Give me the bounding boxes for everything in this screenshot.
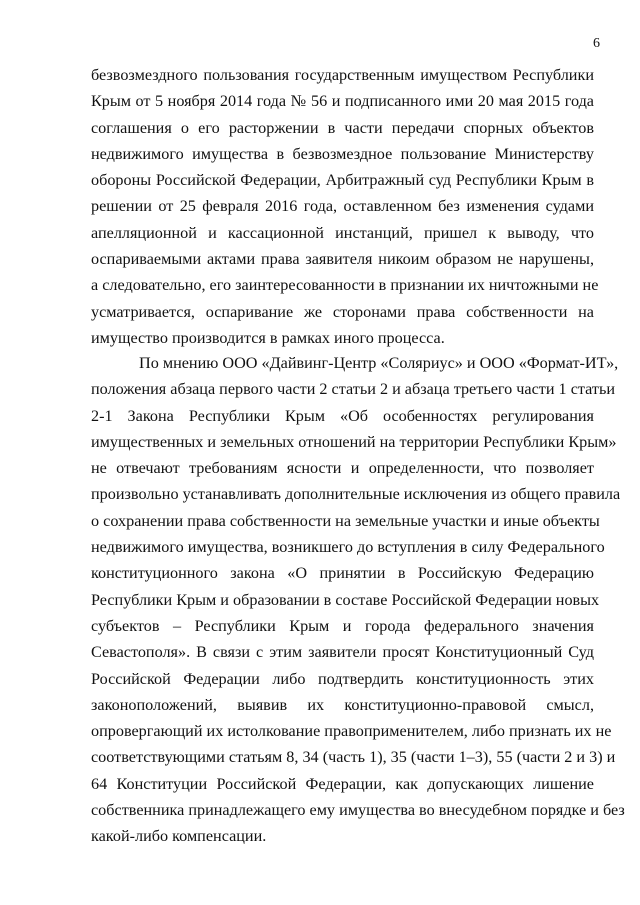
paragraph-line: субъектов – Республики Крым и города федерального значения <box>91 616 594 635</box>
paragraph-1 <box>91 62 599 351</box>
paragraph-line: имущество производится в рамках иного процесса. <box>91 328 445 347</box>
paragraph-line: законоположений, выявив их конституционно-правовой смысл, <box>91 695 594 714</box>
paragraph-line: обороны Российской Федерации, Арбитражный суд Республики Крым в <box>91 171 594 190</box>
paragraph-line: какой-либо компенсации. <box>91 827 267 846</box>
paragraph-line: произвольно устанавливать дополнительные исключения из общего правила <box>91 485 621 504</box>
paragraph-line: Крым от 5 ноября 2014 года № 56 и подписанного ими 20 мая 2015 года <box>91 92 594 111</box>
paragraph-line: Российской Федерации либо подтвердить конституционность этих <box>91 669 594 688</box>
paragraph-line: недвижимого имущества в безвозмездное пользование Министерству <box>91 144 594 163</box>
paragraph-line: 64 Конституции Российской Федерации, как допускающих лишение <box>91 774 594 793</box>
paragraph-line: о сохранении права собственности на земельные участки и иные объекты <box>91 511 600 530</box>
paragraph-2 <box>91 350 625 850</box>
paragraph-line: апелляционной и кассационной инстанций, пришел к выводу, что <box>91 223 594 242</box>
paragraph-line: оспариваемыми актами права заявителя никоим образом не нарушены, <box>91 250 594 269</box>
paragraph-line: собственника принадлежащего ему имущества во внесудебном порядке и без <box>91 801 625 820</box>
paragraph-line: Республики Крым и образовании в составе Российской Федерации новых <box>91 590 600 609</box>
paragraph-line: усматривается, оспаривание же сторонами права собственности на <box>91 302 594 321</box>
paragraph-line: конституционного закона «О принятии в Российскую Федерацию <box>91 564 594 583</box>
paragraph-line: По мнению ООО «Дайвинг-Центр «Соляриус» и ООО «Формат-ИТ», <box>139 354 619 372</box>
paragraph-line: имущественных и земельных отношений на территории Республики Крым» <box>91 432 617 451</box>
paragraph-line: Севастополя». В связи с этим заявители просят Конституционный Суд <box>91 643 594 662</box>
paragraph-line: а следовательно, его заинтересованности в признании их ничтожными не <box>91 276 599 295</box>
paragraph-line: 2-1 Закона Республики Крым «Об особенностях регулирования <box>91 406 594 425</box>
paragraph-line: соглашения о его расторжении в части передачи спорных объектов <box>91 118 594 137</box>
paragraph-line: недвижимого имущества, возникшего до вступления в силу Федерального <box>91 538 605 557</box>
paragraph-line: опровергающий их истолкование правоприменителем, либо признать их не <box>91 722 612 741</box>
paragraph-line: соответствующими статьям 8, 34 (часть 1), 35 (части 1–3), 55 (части 2 и 3) и <box>91 748 616 767</box>
page-number: 6 <box>593 36 600 51</box>
paragraph-line: решении от 25 февраля 2016 года, оставленном без изменения судами <box>91 197 594 216</box>
paragraph-line: положения абзаца первого части 2 статьи 2 и абзаца третьего части 1 статьи <box>91 380 616 399</box>
paragraph-line: безвозмездного пользования государственным имуществом Республики <box>91 66 594 84</box>
paragraph-line: не отвечают требованиям ясности и определенности, что позволяет <box>91 459 594 478</box>
